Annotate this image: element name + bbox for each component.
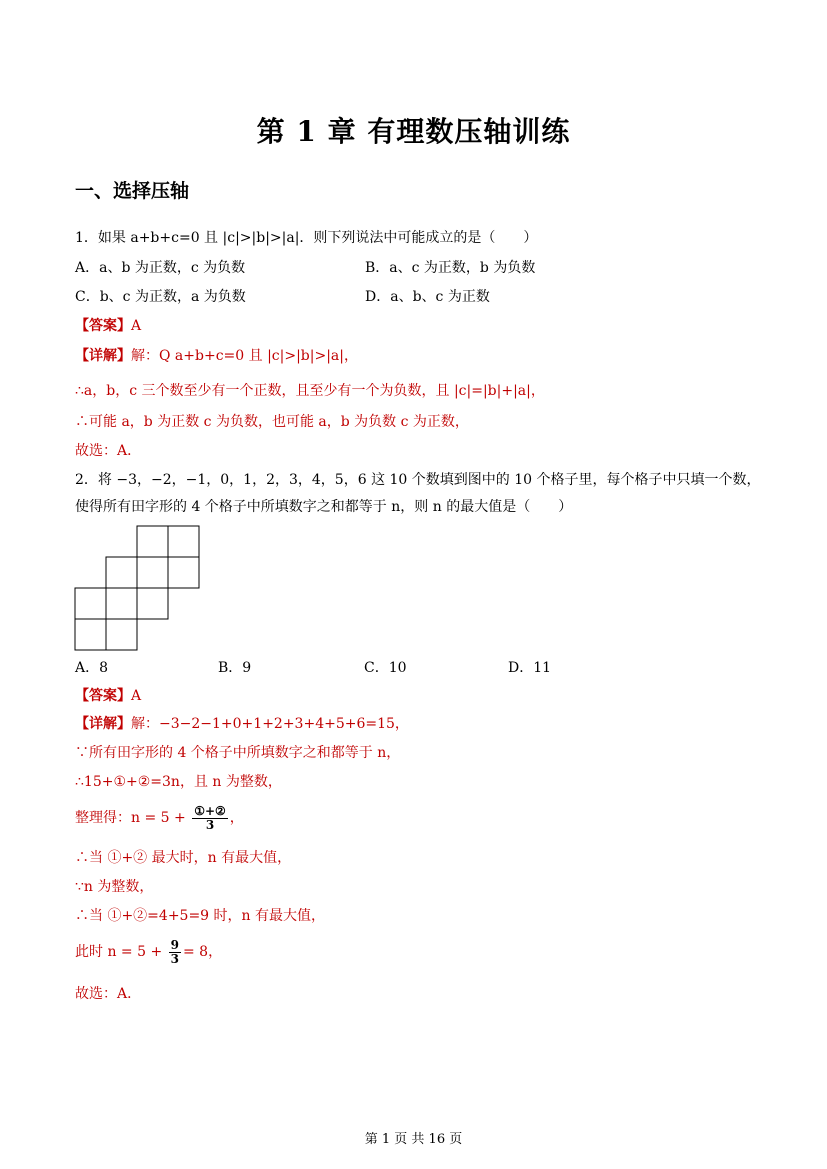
q2-detail-line-5: ∴当 ①+② 最大时，n 有最大值， (75, 850, 292, 866)
grid-cell (168, 557, 199, 588)
fraction: $\frac{9}{3}$ (170, 937, 179, 966)
grid-cell (75, 619, 106, 650)
q2-option-a: A．8 (75, 660, 109, 676)
q2-stem-line-1: 2．将 −3，−2，−1，0，1，2，3，4，5，6 这 10 个数填到图中的 10 个格子里，每个格子中只填一个数， (75, 472, 761, 488)
q2-detail-line-4: 整理得：n = 5 + $\frac{\text{①+②}}{3}$ ， (75, 803, 244, 832)
grid-figure (74, 525, 204, 651)
q2-answer-value: A (131, 688, 142, 704)
q2-detail-line-6: ∵n 为整数， (75, 879, 154, 895)
grid-cell (137, 526, 168, 557)
q2-stem-line-2: 使得所有田字形的 4 个格子中所填数字之和都等于 n，则 n 的最大值是（ ） (75, 499, 573, 515)
q2-answer-tag: 【答案】 (75, 688, 131, 704)
q2-answer (75, 686, 141, 706)
fraction: $\frac{\text{①+②}}{3}$ (194, 803, 226, 832)
q1-answer (75, 316, 141, 336)
q2-detail-line-1: 【详解】解：−3−2−1+0+1+2+3+4+5+6=15， (75, 716, 409, 732)
q1-answer-tag: 【答案】 (75, 318, 131, 334)
q2-detail-line-7: ∴当 ①+②=4+5=9 时，n 有最大值， (75, 908, 326, 924)
q1-detail-line-2: ∴a，b，c 三个数至少有一个正数，且至少有一个为负数，且 |c|=|b|+|a|， (75, 383, 545, 399)
q2-detail-line-2: ∵所有田字形的 4 个格子中所填数字之和都等于 n， (75, 745, 401, 761)
grid-cell (137, 557, 168, 588)
q1-option-b: B．a、c 为正数，b 为负数 (365, 260, 536, 276)
q2-option-c: C．10 (364, 660, 407, 676)
q1-detail-line-3: ∴可能 a，b 为正数 c 为负数，也可能 a，b 为负数 c 为正数， (75, 414, 469, 430)
q2-option-d: D．11 (508, 660, 552, 676)
q1-option-c: C．b、c 为正数，a 为负数 (75, 289, 246, 305)
q1-detail-tag: 【详解】 (75, 348, 131, 364)
q1-conclusion: 故选：A． (75, 443, 142, 459)
grid-cell (137, 588, 168, 619)
grid-cell (75, 588, 106, 619)
grid-cell (168, 526, 199, 557)
page-footer: 第 1 页 共 16 页 (364, 1132, 463, 1147)
q1-option-a: A．a、b 为正数，c 为负数 (75, 260, 246, 276)
q1-answer-value: A (131, 318, 142, 334)
q1-stem: 1．如果 a+b+c=0 且 |c|>|b|>|a|．则下列说法中可能成立的是（ ） (75, 230, 538, 246)
section-heading: 一、选择压轴 (75, 180, 190, 202)
q2-option-b: B．9 (218, 660, 252, 676)
grid-cell (106, 557, 137, 588)
q2-detail-tag: 【详解】 (75, 716, 131, 732)
q2-conclusion: 故选：A． (75, 986, 142, 1002)
grid-cell (106, 588, 137, 619)
page-title: 第 1 章 有理数压轴训练 (256, 115, 571, 148)
q2-detail-line-8: 此时 n = 5 + $\frac{9}{3}$ = 8， (75, 937, 223, 966)
q1-detail-line-1: 【详解】解：Q a+b+c=0 且 |c|>|b|>|a|， (75, 348, 358, 364)
grid-cell (106, 619, 137, 650)
q1-option-d: D．a、b、c 为正数 (365, 289, 490, 305)
q2-detail-line-3: ∴15+①+②=3n，且 n 为整数， (75, 774, 282, 790)
